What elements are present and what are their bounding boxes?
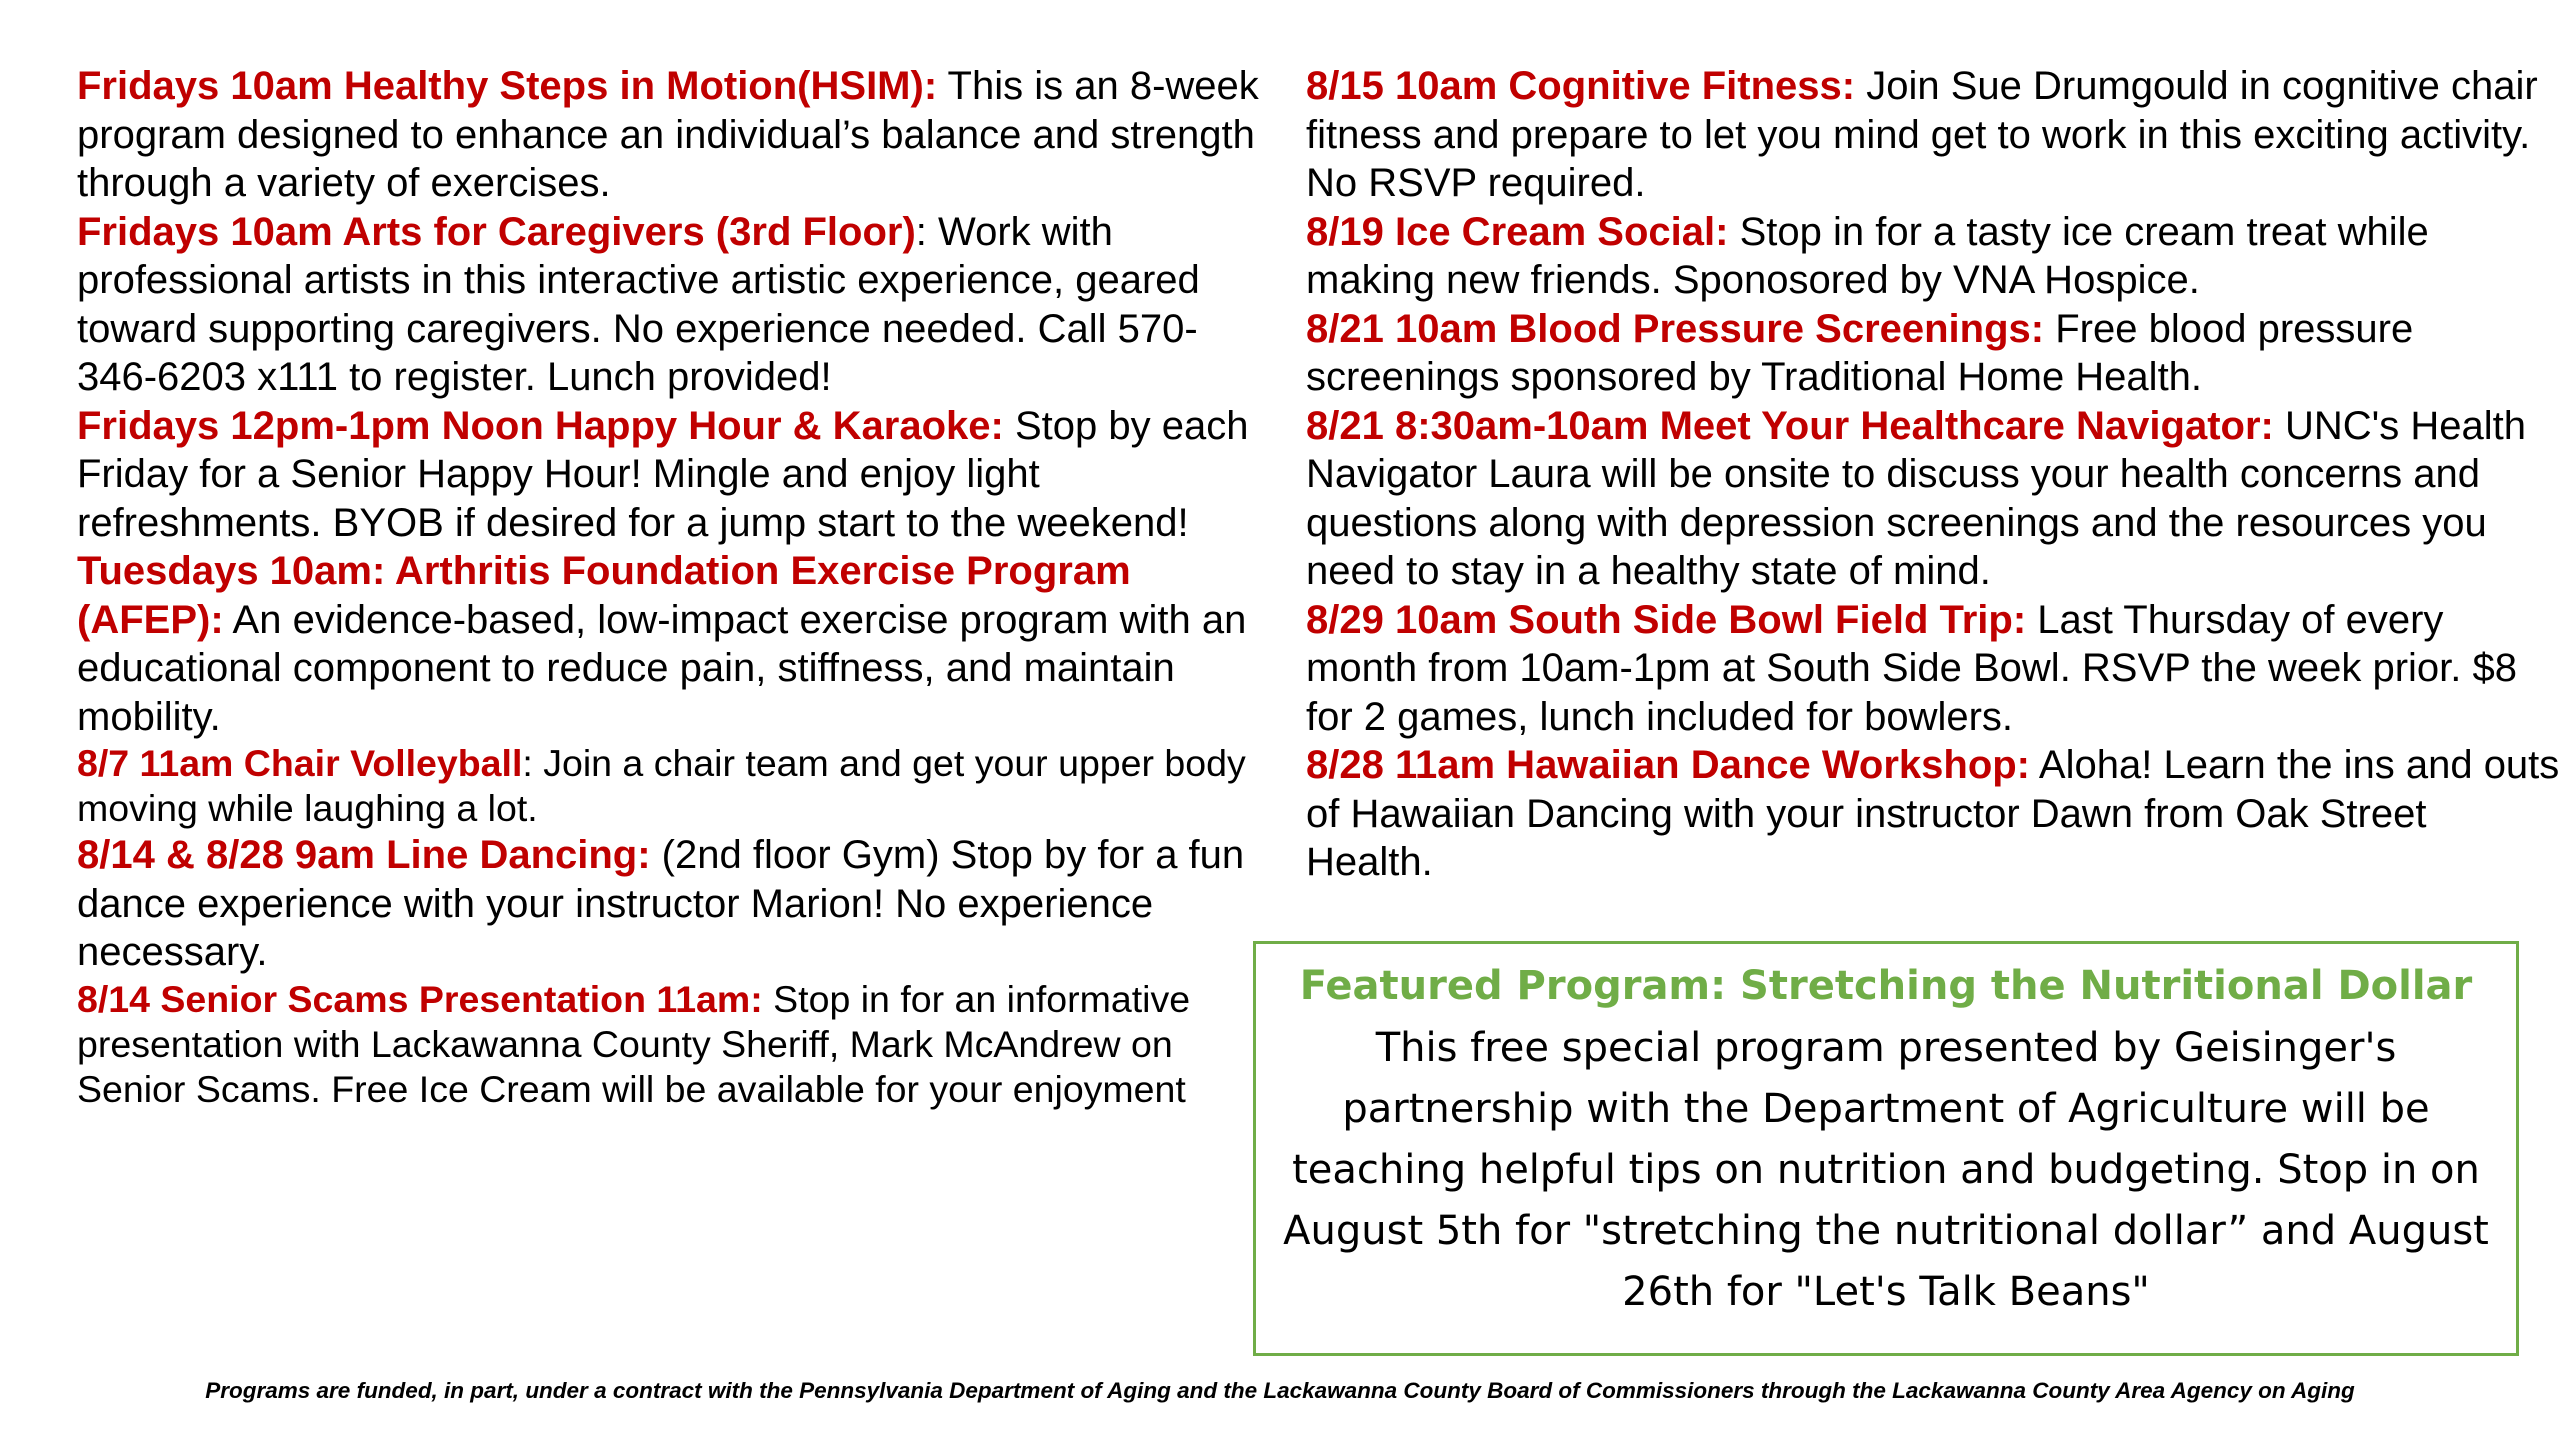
- event-description: Stop by each Friday for a Senior Happy Hour! Mingle and enjoy light refreshments. BYOB if desired for a jump start to the weekend!: [77, 403, 1249, 545]
- event-description: Work with professional artists in this interactive artistic experience, geared toward supporting caregivers. No experience needed. Call 570-346-6203 x111 to register. Lunch provided!: [77, 209, 1200, 399]
- event-hawaiian-dance: [1306, 741, 2560, 887]
- event-line-dancing: [77, 831, 1273, 977]
- event-chair-volleyball: [77, 741, 1273, 831]
- event-title: 8/7 11am Chair Volleyball: [77, 742, 523, 784]
- event-healthcare-navigator: [1306, 402, 2560, 596]
- featured-program-description: This free special program presented by Geisinger's partnership with the Department of Agriculture will be teaching helpful tips on nutrition and budgeting. Stop in on August 5th for "stretching the nutritional dollar” and August 26th for "Let's Talk Beans": [1283, 1025, 2489, 1315]
- right-column: [1306, 62, 2560, 887]
- event-senior-scams: [77, 977, 1273, 1112]
- event-title: 8/21 10am Blood Pressure Screenings:: [1306, 306, 2045, 351]
- event-title: Fridays 10am Arts for Caregivers (3rd Floor): [77, 209, 916, 254]
- event-title: 8/28 11am Hawaiian Dance Workshop:: [1306, 743, 2031, 787]
- event-title: 8/29 10am South Side Bowl Field Trip:: [1306, 597, 2027, 642]
- event-title-sep: :: [522, 742, 533, 784]
- event-description: UNC's Health Navigator Laura will be onsite to discuss your health concerns and questions along with depression screenings and the resources you need to stay in a healthy state of mind.: [1306, 403, 2526, 593]
- featured-program-box: [1253, 941, 2519, 1356]
- event-healthy-steps: [77, 62, 1273, 208]
- featured-program-title: Featured Program: Stretching the Nutritional Dollar: [1299, 963, 2473, 1009]
- event-south-side-bowl: [1306, 596, 2560, 742]
- event-title: 8/14 Senior Scams Presentation 11am:: [77, 977, 763, 1020]
- event-description: An evidence-based, low-impact exercise program with an educational component to reduce pain, stiffness, and maintain mobility.: [77, 597, 1247, 739]
- event-arthritis-exercise: [77, 547, 1273, 741]
- event-title: Tuesdays 10am: Arthritis Foundation Exercise Program (AFEP):: [77, 549, 1131, 642]
- event-description: Stop in for a tasty ice cream treat while making new friends. Sponosored by VNA Hospice.: [1306, 209, 2429, 302]
- event-title: 8/19 Ice Cream Social:: [1306, 209, 1729, 254]
- left-column: [77, 62, 1273, 1112]
- event-ice-cream-social: [1306, 208, 2560, 305]
- event-title: Fridays 12pm-1pm Noon Happy Hour & Karaoke:: [77, 403, 1004, 448]
- event-description: Join a chair team and get your upper body moving while laughing a lot.: [77, 742, 1246, 829]
- event-title: 8/15 10am Cognitive Fitness:: [1306, 64, 1856, 108]
- event-description: Aloha! Learn the ins and outs of Hawaiian Dancing with your instructor Dawn from Oak Street Health.: [1306, 743, 2560, 884]
- event-description: This is an 8-week program designed to enhance an individual’s balance and strength through a variety of exercises.: [77, 64, 1259, 205]
- funding-footer: Programs are funded, in part, under a contract with the Pennsylvania Department of Aging and the Lackawanna County Board of Commissioners through the Lackawanna County Area Agency on Aging: [205, 1378, 2355, 1403]
- event-description: Last Thursday of every month from 10am-1pm at South Side Bowl. RSVP the week prior. $8 for 2 games, lunch included for bowlers.: [1306, 597, 2517, 739]
- event-blood-pressure: [1306, 305, 2560, 402]
- event-happy-hour-karaoke: [77, 402, 1273, 548]
- event-title: Fridays 10am Healthy Steps in Motion(HSIM):: [77, 64, 938, 108]
- event-description: Stop in for an informative presentation with Lackawanna County Sheriff, Mark McAndrew on Senior Scams. Free Ice Cream will be available for your enjoyment: [77, 977, 1191, 1110]
- event-description: Free blood pressure screenings sponsored by Traditional Home Health.: [1306, 306, 2414, 399]
- event-title-sep: :: [915, 209, 927, 254]
- event-description: (2nd floor Gym) Stop by for a fun dance experience with your instructor Marion! No experience necessary.: [77, 833, 1245, 974]
- event-cognitive-fitness: [1306, 62, 2560, 208]
- event-description: Join Sue Drumgould in cognitive chair fitness and prepare to let you mind get to work in this exciting activity. No RSVP required.: [1306, 64, 2538, 205]
- event-arts-caregivers: [77, 208, 1273, 402]
- event-title: 8/14 & 8/28 9am Line Dancing:: [77, 833, 651, 877]
- event-title: 8/21 8:30am-10am Meet Your Healthcare Navigator:: [1306, 403, 2274, 448]
